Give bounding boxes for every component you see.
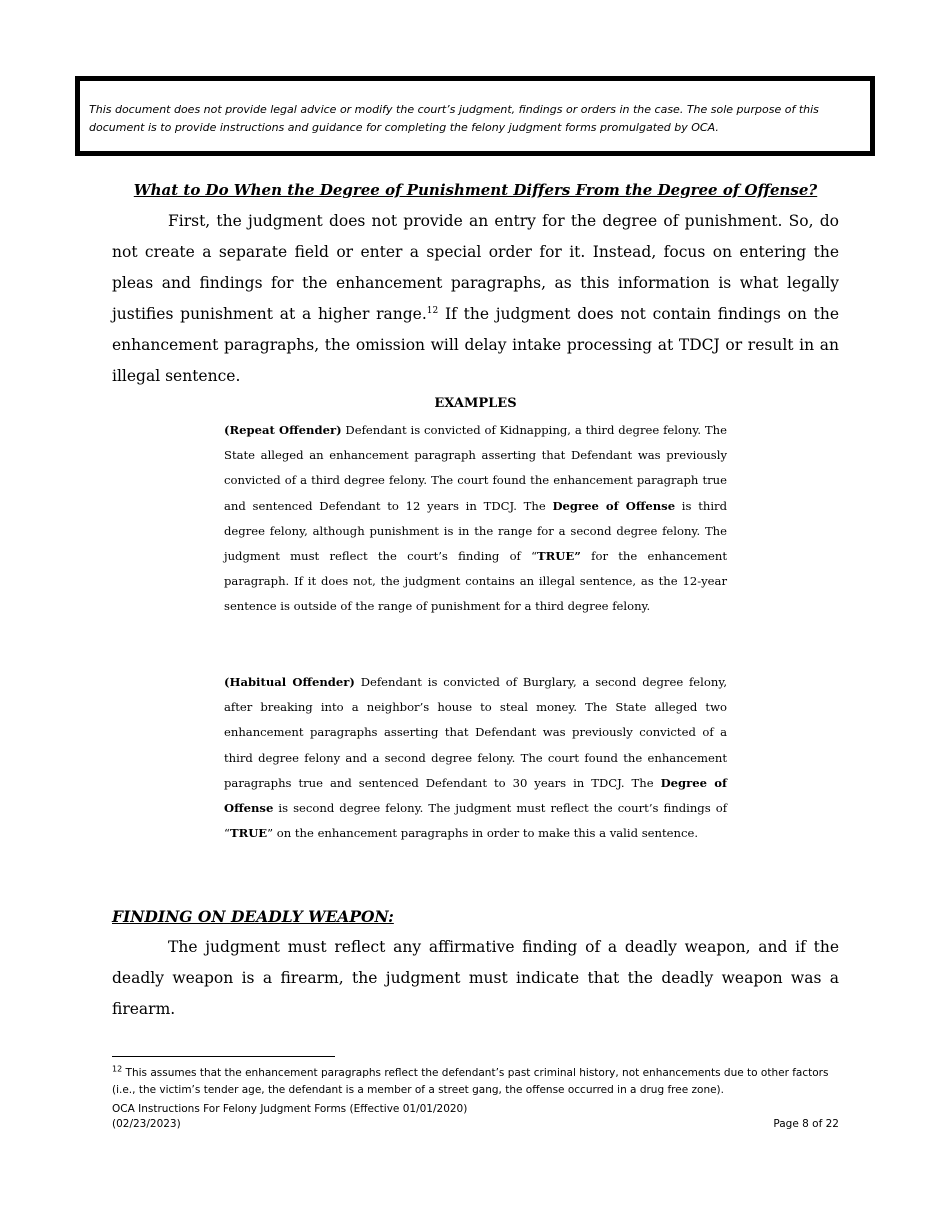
example-text: ” on the enhancement paragraphs in order to make this a valid sentence. xyxy=(267,826,699,841)
example-bold-term: Degree of Offense xyxy=(224,775,728,816)
footnote-12 xyxy=(112,1065,839,1099)
example-bold-term: TRUE xyxy=(229,826,268,841)
example-habitual-offender xyxy=(224,670,727,846)
example-text: is second degree felony. The judgment must reflect the court’s findings of “ xyxy=(224,801,727,841)
section-heading-degree: What to Do When the Degree of Punishment Differs From the Degree of Offense? xyxy=(133,181,818,199)
example-repeat-offender xyxy=(224,418,727,620)
example-label: (Repeat Offender) xyxy=(224,423,342,437)
example-bold-term: Degree of Offense xyxy=(552,498,676,513)
section-heading-deadly-weapon: FINDING ON DEADLY WEAPON: xyxy=(112,907,394,926)
footer-page-number: Page 8 of 22 xyxy=(773,1118,839,1130)
footer-doc-title: OCA Instructions For Felony Judgment Forms (Effective 01/01/2020) xyxy=(112,1103,468,1115)
degree-paragraph-text-a: First, the judgment does not provide an entry for the degree of punishment. So, do not create a separate field or enter a special order for it. Instead, focus on entering the pleas and findings for the enhancement paragraphs, as this information is what legally justifies punishment at a higher range. xyxy=(112,212,839,323)
deadly-weapon-text: The judgment must reflect any affirmative finding of a deadly weapon, and if the deadly weapon is a firearm, the judgment must indicate that the deadly weapon was a firearm. xyxy=(112,938,839,1018)
degree-paragraph xyxy=(112,206,839,392)
footer-date: (02/23/2023) xyxy=(112,1118,181,1130)
footnote-number: 12 xyxy=(112,1064,123,1074)
footnote-ref[interactable]: 12 xyxy=(426,305,439,316)
deadly-weapon-paragraph xyxy=(112,932,839,1025)
example-text: Defendant is convicted of Kidnapping, a third degree felony. The State alleged an enhancement paragraph asserting that Defendant was previously convicted of a third degree felony. The court found the enhancement paragraph true and sentenced Defendant to 12 years in TDCJ. The xyxy=(224,423,727,513)
disclaimer-text: This document does not provide legal advice or modify the court’s judgment, findings or orders in the case. The sole purpose of this document is to provide instructions and guidance for completing the felony judgment forms promulgated by OCA. xyxy=(89,103,819,134)
example-bold-term: TRUE” xyxy=(537,549,581,564)
example-text: Defendant is convicted of Burglary, a second degree felony, after breaking into a neighbor’s house to steal money. The State alleged two enhancement paragraphs asserting that Defendant was previously convicted of a third degree felony and a second degree felony. The court found the enhancement paragraphs true and sentenced Defendant to 30 years in TDCJ. The xyxy=(224,675,728,790)
example-text: is third degree felony, although punishment is in the range for a second degree felony. The judgment must reflect the court’s finding of “ xyxy=(224,498,728,564)
example-label: (Habitual Offender) xyxy=(224,675,355,689)
disclaimer-box xyxy=(75,76,875,156)
footer-row xyxy=(112,1116,839,1132)
examples-title: EXAMPLES xyxy=(434,396,517,411)
degree-paragraph-text-b: If the judgment does not contain findings on the enhancement paragraphs, the omission will delay intake processing at TDCJ or result in an illegal sentence. xyxy=(112,305,840,385)
footnote-divider xyxy=(112,1056,335,1057)
example-text: for the enhancement paragraph. If it does not, the judgment contains an illegal sentence, as the 12-year sentence is outside of the range of punishment for a third degree felony. xyxy=(224,549,727,614)
footnote-text: This assumes that the enhancement paragraphs reflect the defendant’s past criminal history, not enhancements due to other factors (i.e., the victim’s tender age, the defendant is a member of a street gang, the offense occurred in a drug free zone). xyxy=(112,1067,829,1096)
